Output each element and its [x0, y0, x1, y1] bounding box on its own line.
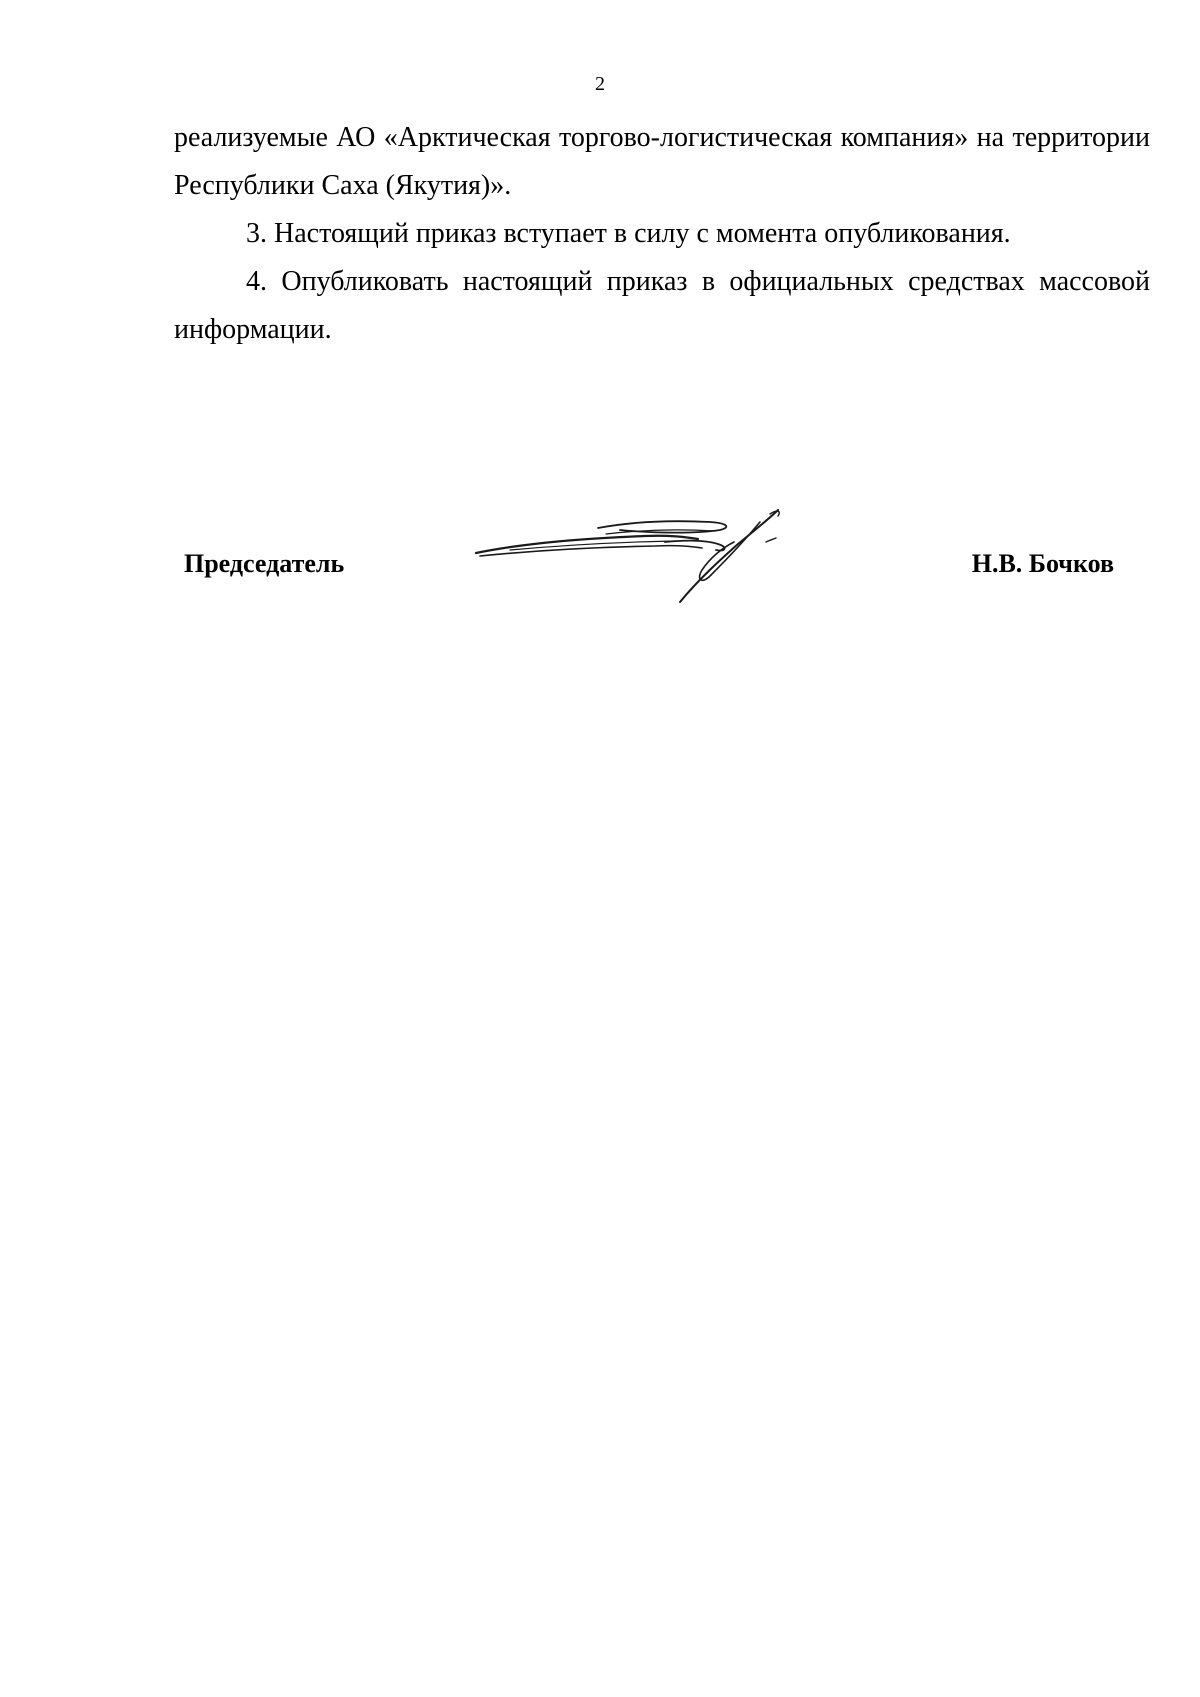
paragraph-continuation: реализуемые АО «Арктическая торгово-логистическая компания» на территории Республики Саха (Якутия)». [174, 122, 1150, 201]
paragraph-item-3: 3. Настоящий приказ вступает в силу с момента опубликования. [246, 218, 1011, 249]
document-body [174, 114, 1150, 354]
signatory-name: Н.В. Бочков [971, 549, 1114, 578]
page-number: 2 [595, 73, 605, 95]
handwritten-signature-icon [470, 500, 790, 605]
paragraph-item-4: 4. Опубликовать настоящий приказ в официальных средствах массовой информации. [174, 266, 1150, 345]
signatory-title: Председатель [184, 549, 345, 578]
